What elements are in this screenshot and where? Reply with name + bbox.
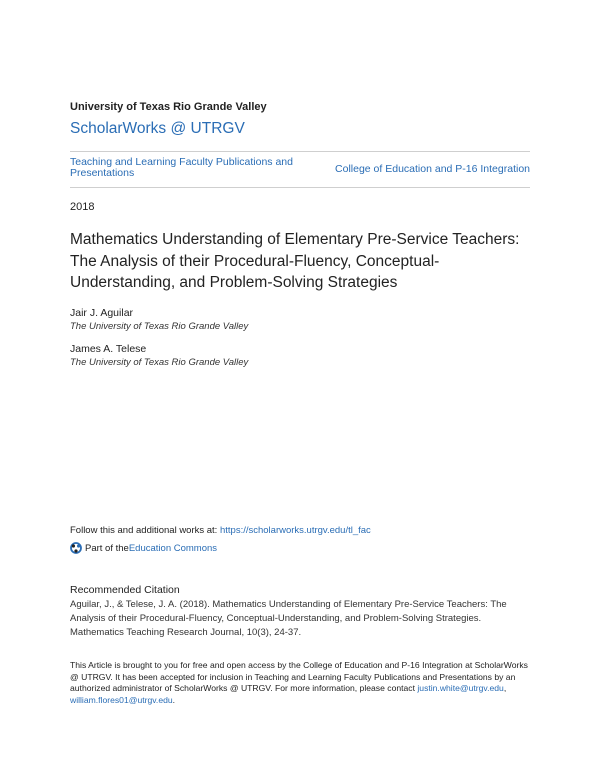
part-of-line (70, 542, 217, 554)
university-name: University of Texas Rio Grande Valley (70, 101, 267, 113)
college-link[interactable]: College of Education and P-16 Integration (335, 163, 530, 175)
series-link[interactable]: Teaching and Learning Faculty Publications and Presentations (70, 156, 293, 179)
education-commons-link[interactable]: Education Commons (128, 542, 218, 554)
email-separator: , (503, 683, 507, 693)
divider-bottom (70, 187, 530, 188)
access-notice (70, 660, 532, 706)
repository-link[interactable]: ScholarWorks @ UTRGV (70, 120, 245, 137)
author-affiliation: The University of Texas Rio Grande Valley (70, 357, 249, 368)
author-affiliation: The University of Texas Rio Grande Valley (70, 321, 249, 332)
commons-network-icon (70, 542, 82, 554)
article-title: Mathematics Understanding of Elementary Pre-Service Teachers: The Analysis of their Procedural-Fluency, Conceptual-Understanding, and Problem-Solving Strategies (70, 231, 520, 291)
contact-email-link[interactable]: justin.white@utrgv.edu (417, 683, 504, 693)
collection-url-link[interactable]: https://scholarworks.utrgv.edu/tl_fac (219, 525, 371, 536)
access-notice-text: This Article is brought to you for free and open access by the College of Education and P-16 Integration at ScholarWorks @ UTRGV. It has been accepted for inclusion in Teaching and Learning Faculty Publications and Presentations by an authorized administrator of ScholarWorks @ UTRGV. For more information, please contact (70, 660, 528, 693)
follow-prefix: Follow this and additional works at: (70, 525, 220, 536)
notice-end: . (172, 694, 176, 705)
part-of-prefix: Part of the (85, 542, 129, 554)
citation-heading: Recommended Citation (70, 584, 180, 596)
publication-year: 2018 (70, 201, 95, 213)
author-name: James A. Telese (70, 343, 147, 355)
follow-line (70, 525, 371, 536)
citation-text: Aguilar, J., & Telese, J. A. (2018). Mathematics Understanding of Elementary Pre-Service Teachers: The Analysis of their Procedural-Fluency, Conceptual-Understanding, and Problem-Solving Strategies. Mathematics Teaching Research Journal, 10(3), 24-37. (70, 599, 507, 638)
divider-top (70, 151, 530, 152)
contact-email-link[interactable]: william.flores01@utrgv.edu (70, 694, 173, 705)
author-name: Jair J. Aguilar (70, 307, 134, 319)
